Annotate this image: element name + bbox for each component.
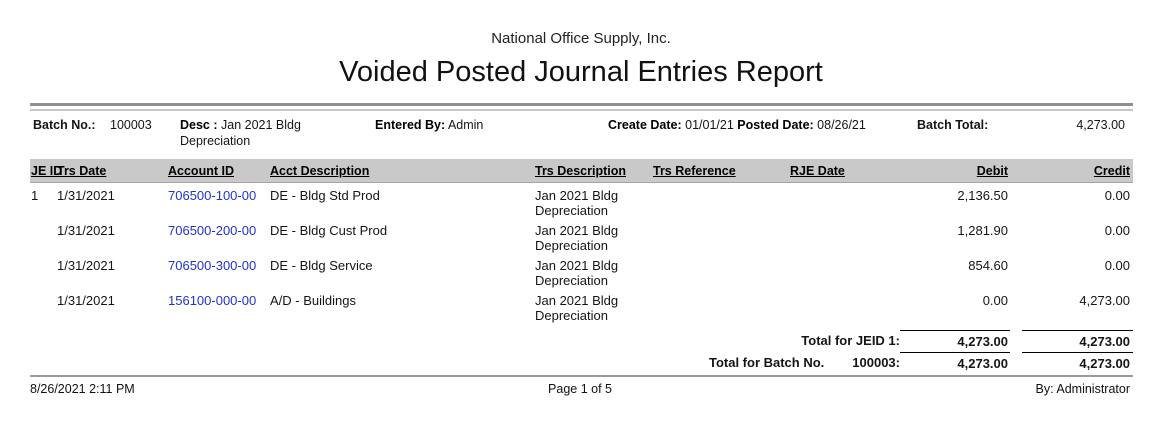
trs-description-cell: Jan 2021 Bldg Depreciation: [535, 258, 619, 288]
je-id-cell: 1: [31, 188, 39, 203]
batch-total-row: [30, 351, 1133, 371]
account-id-link[interactable]: 706500-100-00: [168, 188, 257, 203]
acct-description-cell: DE - Bldg Cust Prod: [270, 223, 388, 238]
jeid-total-credit: 4,273.00: [1022, 330, 1133, 349]
debit-cell: 1,281.90: [957, 223, 1008, 238]
col-header-rje-date: RJE Date: [790, 163, 845, 178]
posted-date-label: Posted Date:: [737, 118, 814, 132]
batch-total-row-label: [30, 351, 900, 371]
credit-cell: 4,273.00: [1079, 293, 1130, 308]
debit-cell: 0.00: [982, 293, 1008, 308]
trs-description-cell: Jan 2021 Bldg Depreciation: [535, 293, 619, 323]
jeid-total-row: [30, 329, 1133, 349]
credit-cell: 0.00: [1104, 258, 1130, 273]
posted-date-value: 08/26/21: [817, 118, 866, 132]
acct-description-cell: DE - Bldg Service: [270, 258, 373, 273]
col-header-trs-description: Trs Description: [535, 163, 626, 178]
entered-by-value: Admin: [447, 118, 484, 132]
entered-by: [375, 117, 608, 155]
col-header-je-id: JE ID: [31, 163, 63, 178]
trs-date-cell: 1/31/2021: [57, 293, 115, 308]
report-footer: [30, 382, 1133, 396]
debit-cell: 854.60: [968, 258, 1008, 273]
batch-total-credit: 4,273.00: [1022, 352, 1133, 371]
account-id-cell: [168, 223, 270, 238]
account-id-link[interactable]: 706500-200-00: [168, 223, 257, 238]
col-header-account-id: Account ID: [168, 163, 234, 178]
trs-date-cell: 1/31/2021: [57, 188, 115, 203]
jeid-total-debit: 4,273.00: [900, 330, 1010, 349]
create-date-label: Create Date:: [608, 118, 682, 132]
dates: [608, 117, 917, 155]
batch-no-value: 100003: [110, 118, 152, 132]
batch-desc-value: Jan 2021 Bldg Depreciation: [180, 118, 301, 148]
print-datetime: 8/26/2021 2:11 PM: [30, 382, 135, 396]
company-name: National Office Supply, Inc.: [491, 30, 671, 47]
report-body: [30, 103, 1133, 371]
account-id-link[interactable]: 706500-300-00: [168, 258, 257, 273]
account-id-cell: [168, 293, 270, 308]
acct-description-cell: DE - Bldg Std Prod: [270, 188, 380, 203]
credit-cell: 0.00: [1104, 223, 1130, 238]
batch-total-label-text: Total for Batch No.: [708, 355, 825, 370]
batch-desc: [180, 117, 375, 155]
col-header-acct-description: Acct Description: [270, 163, 370, 178]
credit-cell: 0.00: [1104, 188, 1130, 203]
report-title: Voided Posted Journal Entries Report: [339, 56, 823, 88]
col-header-debit: Debit: [976, 163, 1008, 178]
table-row: [30, 223, 1133, 253]
header-rule: [30, 103, 1133, 111]
acct-description-cell: A/D - Buildings: [270, 293, 356, 308]
debit-cell: 2,136.50: [957, 188, 1008, 203]
batch-desc-label: Desc :: [180, 118, 218, 132]
printed-by: By: Administrator: [1035, 382, 1131, 396]
batch-header: [30, 111, 1133, 159]
create-date-value: 01/01/21: [685, 118, 734, 132]
batch-total-debit: 4,273.00: [900, 352, 1010, 371]
table-row: [30, 258, 1133, 288]
account-id-link[interactable]: 156100-000-00: [168, 293, 257, 308]
batch-total-label: Batch Total:: [917, 118, 989, 132]
trs-date-cell: 1/31/2021: [57, 223, 115, 238]
trs-description-cell: Jan 2021 Bldg Depreciation: [535, 188, 619, 218]
col-header-credit: Credit: [1093, 163, 1130, 178]
col-header-trs-date: Trs Date: [57, 163, 107, 178]
jeid-total-label: Total for JEID 1:: [801, 333, 900, 348]
trs-date-cell: 1/31/2021: [57, 258, 115, 273]
table-row: [30, 293, 1133, 323]
col-header-trs-reference: Trs Reference: [653, 163, 736, 178]
batch-total-value: 4,273.00: [1076, 118, 1125, 132]
page-number: Page 1 of 5: [548, 382, 612, 396]
account-id-cell: [168, 258, 270, 273]
table-header-row: [30, 159, 1133, 183]
trs-description-cell: Jan 2021 Bldg Depreciation: [535, 223, 619, 253]
entered-by-label: Entered By:: [375, 118, 446, 132]
table-row: [30, 188, 1133, 218]
account-id-cell: [168, 188, 270, 203]
batch-total-number: 100003:: [852, 355, 900, 370]
batch-no-label: Batch No.:: [33, 118, 96, 132]
footer-rule: [30, 375, 1133, 377]
